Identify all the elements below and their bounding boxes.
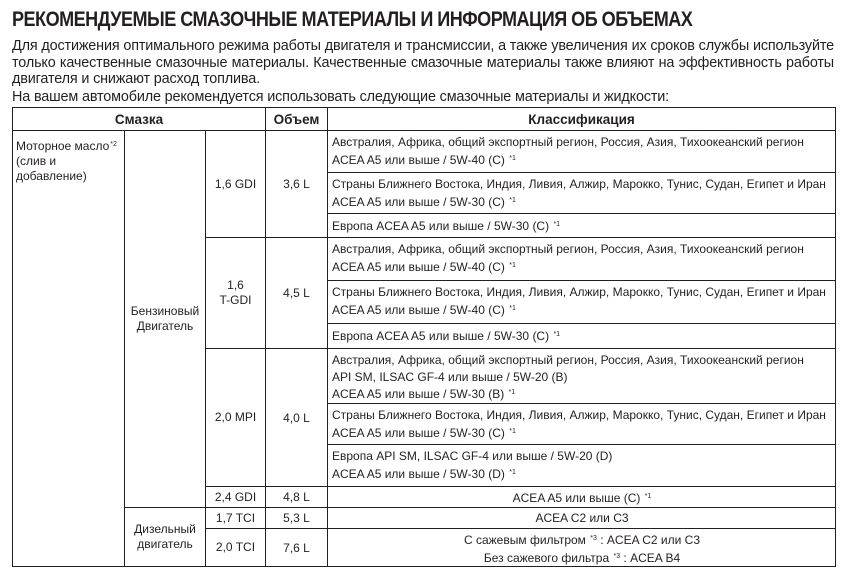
footnote-marker: *1 (553, 331, 561, 338)
footnote-marker: *1 (509, 304, 516, 312)
spec-text: ACEA A5 или выше / 5W-30 (C) (332, 425, 505, 440)
spec-text: Без сажевого фильтра (483, 550, 613, 565)
spec-text: Страны Ближнего Востока, Индия, Ливия, Алжир, Марокко, Тунис, Судан, Египет и Иран (332, 408, 826, 422)
footnote-marker: *1 (509, 261, 516, 269)
classification-cell (328, 508, 836, 529)
lubricant-note: (слив и добавление) (16, 154, 87, 183)
spec-text: Европа ACEA A5 или выше / 5W-30 (C) (332, 329, 550, 343)
volume-cell: 3,6 L (266, 131, 328, 238)
classification-cell (328, 324, 836, 349)
spec-text: Страны Ближнего Востока, Индия, Ливия, Алжир, Марокко, Тунис, Судан, Египет и Иран (332, 285, 826, 299)
spec-text: ACEA A5 или выше / 5W-40 (C) (332, 302, 505, 317)
spec-text: ACEA A5 или выше / 5W-40 (C) (332, 152, 505, 167)
lubricant-name-cell (13, 131, 125, 567)
footnote-marker: *1 (508, 389, 516, 396)
classification-cell (328, 487, 836, 508)
table-row (13, 508, 836, 529)
spec-text: ACEA A5 или выше / 5W-30 (C) (332, 194, 505, 209)
spec-text: Страны Ближнего Востока, Индия, Ливия, Алжир, Марокко, Тунис, Судан, Египет и Иран (332, 177, 826, 191)
lubricants-table (12, 107, 836, 567)
footnote-marker: *1 (509, 427, 516, 435)
spec-text: ACEA A5 или выше / 5W-30 (B) (332, 387, 505, 401)
classification-cell (328, 131, 836, 173)
classification-cell (328, 349, 836, 404)
header-classification: Классификация (328, 108, 836, 131)
header-lubricant: Смазка (13, 108, 266, 131)
classification-cell (328, 238, 836, 281)
header-volume: Объем (266, 108, 328, 131)
classification-cell (328, 173, 836, 214)
spec-text: Европа API SM, ILSAC GF-4 или выше / 5W-20 (D) (332, 449, 613, 463)
footnote-marker: *3 (590, 535, 597, 542)
spec-text: Австралия, Африка, общий экспортный регион, Россия, Азия, Тихоокеанский регион (332, 135, 804, 149)
footnote-marker: *1 (509, 196, 516, 204)
volume-cell: 5,3 L (266, 508, 328, 529)
footnote-marker: *1 (553, 221, 561, 228)
spec-value: : ACEA C2 или C3 (596, 533, 700, 547)
engine-cell: 1,6 T-GDI (206, 238, 266, 349)
intro-text (12, 38, 834, 105)
volume-cell: 7,6 L (266, 529, 328, 567)
classification-cell (328, 404, 836, 445)
engine-type-petrol: Бензиновый Двигатель (125, 131, 206, 508)
spec-text: Австралия, Африка, общий экспортный регион, Россия, Азия, Тихоокеанский регион (332, 353, 804, 367)
footnote-marker: *3 (613, 552, 621, 560)
spec-text: С сажевым фильтром (463, 533, 590, 547)
lubricant-name: Моторное масло (16, 139, 110, 153)
spec-text: ACEA A5 или выше (C) (512, 491, 641, 505)
engine-cell: 1,6 GDI (206, 131, 266, 238)
spec-text: Австралия, Африка, общий экспортный регион, Россия, Азия, Тихоокеанский регион (332, 242, 804, 256)
footnote-marker: *1 (509, 468, 516, 476)
spec-value: : ACEA B4 (620, 550, 681, 565)
spec-text: Европа ACEA A5 или выше / 5W-30 (C) (332, 219, 550, 233)
volume-cell: 4,5 L (266, 238, 328, 349)
intro-paragraph: Для достижения оптимального режима работы двигателя и трансмиссии, а также увеличения их сроков службы используйте только качественные смазочные материалы. Качественные смазочные материалы также влияют на эффективность работы двигателя и снижают расход топлива. (12, 38, 834, 87)
volume-cell: 4,0 L (266, 349, 328, 487)
intro-lead-in: На вашем автомобиле рекомендуется использовать следующие смазочные материалы и жидкости: (12, 88, 670, 105)
footnote-marker: *1 (509, 154, 516, 162)
volume-cell: 4,8 L (266, 487, 328, 508)
table-header-row (13, 108, 836, 131)
footnote-marker: *2 (110, 141, 117, 148)
spec-text: ACEA C2 или C3 (535, 511, 629, 525)
table-row (13, 131, 836, 173)
spec-text: ACEA A5 или выше / 5W-30 (D) (332, 466, 505, 481)
page-title: РЕКОМЕНДУЕМЫЕ СМАЗОЧНЫЕ МАТЕРИАЛЫ И ИНФОРМАЦИЯ ОБ ОБЪЕМАХ (12, 8, 693, 31)
classification-cell (328, 214, 836, 238)
classification-cell (328, 281, 836, 324)
footnote-marker: *1 (644, 493, 652, 500)
engine-cell: 1,7 TCI (206, 508, 266, 529)
engine-type-diesel: Дизельный двигатель (125, 508, 206, 567)
spec-text: API SM, ILSAC GF-4 или выше / 5W-20 (B) (332, 369, 568, 384)
engine-cell: 2,0 TCI (206, 529, 266, 567)
spec-text: ACEA A5 или выше / 5W-40 (C) (332, 259, 505, 274)
engine-cell: 2,0 MPI (206, 349, 266, 487)
classification-cell (328, 529, 836, 567)
engine-cell: 2,4 GDI (206, 487, 266, 508)
classification-cell (328, 445, 836, 487)
